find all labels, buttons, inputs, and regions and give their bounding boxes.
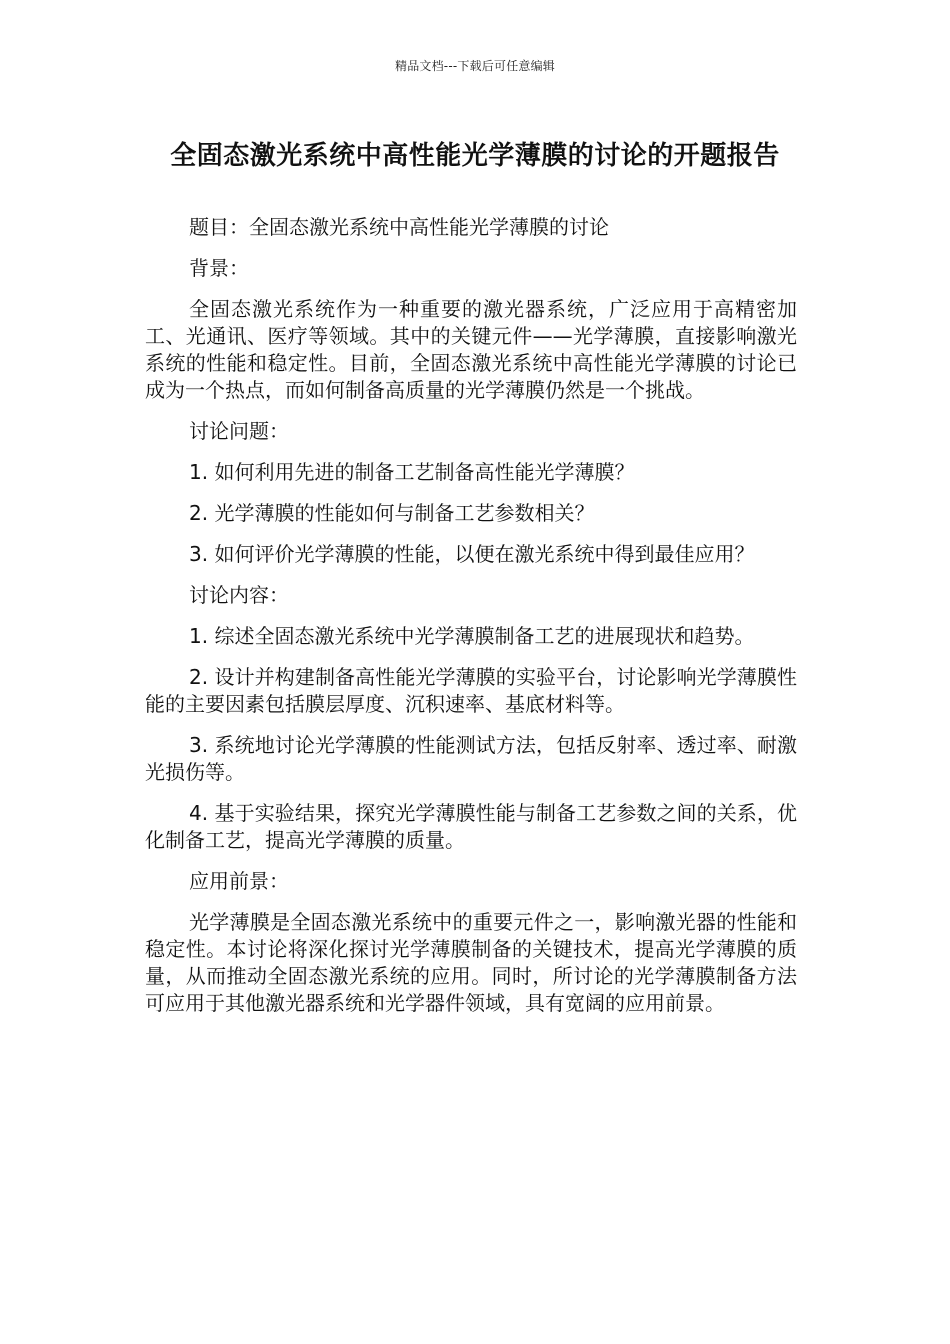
questions-heading: 讨论问题：	[189, 419, 289, 443]
content-item: 4. 基于实验结果，探究光学薄膜性能与制备工艺参数之间的关系，优化制备工艺，提高光学薄膜的质量。	[145, 801, 797, 852]
background-paragraph: 全固态激光系统作为一种重要的激光器系统，广泛应用于高精密加工、光通讯、医疗等领域。其中的关键元件——光学薄膜，直接影响激光系统的性能和稳定性。目前，全固态激光系统中高性能光学薄膜的讨论已成为一个热点，而如何制备高质量的光学薄膜仍然是一个挑战。	[145, 297, 797, 402]
question-item: 2. 光学薄膜的性能如何与制备工艺参数相关？	[189, 501, 595, 525]
document-title: 全固态激光系统中高性能光学薄膜的讨论的开题报告	[170, 141, 780, 171]
content-item: 3. 系统地讨论光学薄膜的性能测试方法，包括反射率、透过率、耐激光损伤等。	[145, 733, 797, 784]
topic-line: 题目：全固态激光系统中高性能光学薄膜的讨论	[189, 215, 609, 239]
document-body	[145, 214, 797, 1031]
background-heading: 背景：	[189, 256, 249, 280]
content-item: 2. 设计并构建制备高性能光学薄膜的实验平台，讨论影响光学薄膜性能的主要因素包括膜层厚度、沉积速率、基底材料等。	[145, 665, 797, 716]
question-item: 1. 如何利用先进的制备工艺制备高性能光学薄膜？	[189, 460, 635, 484]
content-item: 1. 综述全固态激光系统中光学薄膜制备工艺的进展现状和趋势。	[189, 624, 755, 648]
prospects-paragraph: 光学薄膜是全固态激光系统中的重要元件之一，影响激光器的性能和稳定性。本讨论将深化探讨光学薄膜制备的关键技术，提高光学薄膜的质量，从而推动全固态激光系统的应用。同时，所讨论的光学薄膜制备方法可应用于其他激光器系统和光学器件领域，具有宽阔的应用前景。	[145, 910, 797, 1015]
content-heading: 讨论内容：	[189, 583, 289, 607]
prospects-heading: 应用前景：	[189, 869, 289, 893]
header-note: 精品文档---下载后可任意编辑	[395, 59, 555, 73]
question-item: 3. 如何评价光学薄膜的性能，以便在激光系统中得到最佳应用？	[189, 542, 755, 566]
